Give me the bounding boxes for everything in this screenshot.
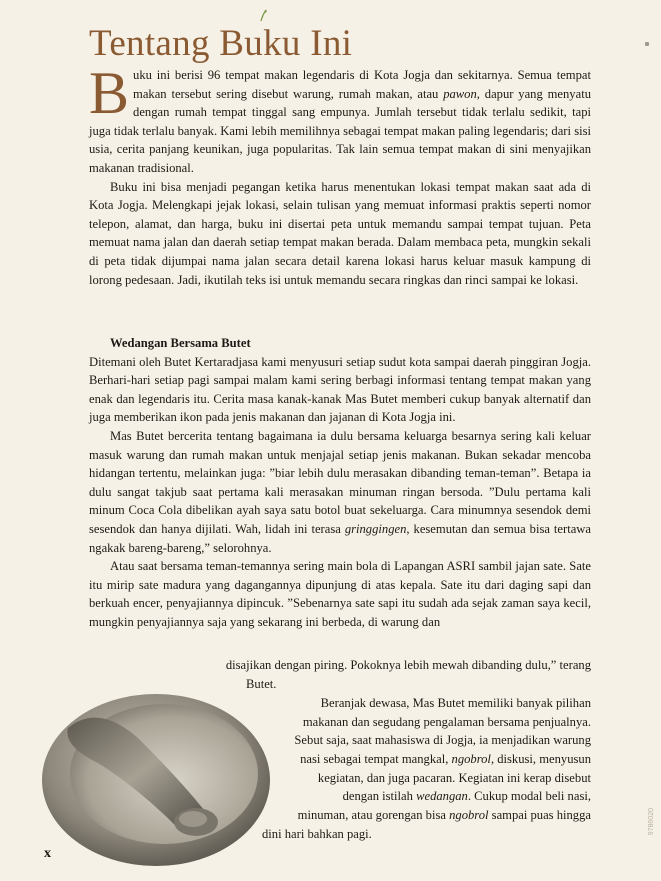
section-heading: Wedangan Bersama Butet — [110, 336, 251, 350]
paragraph-4-line-7: minuman, atau gorengan bisa ngobrol sampai puas hingga — [297, 808, 591, 822]
paragraph-4-line-1: Beranjak dewasa, Mas Butet memiliki banyak pilihan — [320, 696, 591, 710]
section-block — [89, 334, 591, 632]
section-paragraph-3: Atau saat bersama teman-temannya sering main bola di Lapangan ASRI sambil jajan sate. Sate itu mirip sate madura yang dagangannya dipunjung di atas kepala. Sate itu dari daging sapi dan berkuah encer, penyajiannya dipincuk. ”Sebenarnya sate sapi itu sudah ada sejak zaman saya kecil, mungkin penyajiannya saja yang sekarang ini berbeda, di warung dan — [89, 559, 591, 629]
paragraph-3-line-3: Butet. — [246, 677, 277, 691]
page-number: x — [44, 846, 51, 861]
section-paragraph-1: Ditemani oleh Butet Kertaradjasa kami menyusuri setiap sudut kota sampai daerah pinggiran Jogja. Berhari-hari setiap pagi sampai malam kami sering berbagi informasi tentang tempat makan yang enak dan legendaris itu. Cerita masa kanak-kanak Mas Butet memberi cukup banyak alternatif dan juga memberikan ikon pada jenis makanan dan jajanan di Kota Jogja ini. — [89, 354, 591, 425]
paragraph-3-line-2: disajikan dengan piring. Pokoknya lebih mewah dibanding dulu,” terang — [225, 658, 591, 672]
intro-paragraph-1: Buku ini berisi 96 tempat makan legendaris di Kota Jogja dan sekitarnya. Semua tempat makan tersebut sering disebut warung, rumah makan, atau pawon, dapur yang menyatu dengan rumah tempat tinggal sang empunya. Jumlah tersebut tidak terlalu sedikit, tapi juga tidak terlalu banyak. Kami lebih memilihnya sebagai tempat makan paling legendaris; dari sisi usia, cerita panjang keunikan, juga popularitas. Tak lain semua tempat makan di sini menyajikan makanan tradisional. — [89, 60, 591, 175]
paragraph-4-line-2: makanan dan segudang pengalaman bersama penjualnya. — [302, 715, 591, 729]
paragraph-4-line-8: dini hari bahkan pagi. — [262, 827, 372, 841]
corner-mark — [645, 42, 649, 46]
side-code: 9786020 — [648, 808, 655, 836]
paragraph-4-line-3: Sebut saja, saat mahasiswa di Jogja, ia menjadikan warung — [294, 733, 591, 747]
paragraph-4-line-5: kegiatan, dan juga pacaran. Kegiatan ini kerap disebut — [317, 771, 591, 785]
mortar-and-pestle-image — [38, 668, 288, 868]
page-title: Tentang Buku Ini — [89, 23, 353, 64]
paragraph-4-line-4: nasi sebagai tempat mangkal, ngobrol, diskusi, menyusun — [300, 752, 591, 766]
intro-block — [89, 60, 591, 289]
section-paragraph-2: Mas Butet bercerita tentang bagaimana ia dulu bersama keluarga besarnya sering kali keluar masuk warung dan rumah makan untuk menjajal setiap jenis makanan. Bukan sekadar mencoba hidangan tertentu, melainkan juga: ”biar lebih dulu merasakan dibanding teman-teman”. Betapa ia dulu sangat takjub saat pertama kali merasakan minuman ringan bersoda. ”Dulu pertama kali minum Coca Cola dibelikan ayah saya satu botol buat sekeluarga. Cara minumnya sesendok demi sesendok dan hanya dijilati. Wah, lidah ini terasa gringgingen, kesemutan dan semua bisa tertawa ngakak bareng-bareng,” selorohnya. — [89, 428, 591, 555]
ornament-icon — [258, 8, 268, 22]
paragraph-4-line-6: dengan istilah wedangan. Cukup modal beli nasi, — [342, 789, 591, 803]
intro-paragraph-2: Buku ini bisa menjadi pegangan ketika harus menentukan lokasi tempat makan saat ada di Kota Jogja. Melengkapi jejak lokasi, selain tulisan yang memuat informasi praktis seperti nomor telepon, alamat, dan harga, buku ini disertai peta untuk memandu sampai tempat tujuan. Peta memuat nama jalan dan daerah setiap tempat makan berada. Dalam membaca peta, mungkin sekali di peta tidak dijumpai nama jalan secara detail karena lokasi harus keluar masuk kampung di lorong pedesaan. Jadi, ikutilah teks isi untuk memandu secara ringkas dan rinci sampai ke lokasi. — [89, 179, 591, 287]
drop-cap: B — [89, 60, 130, 126]
